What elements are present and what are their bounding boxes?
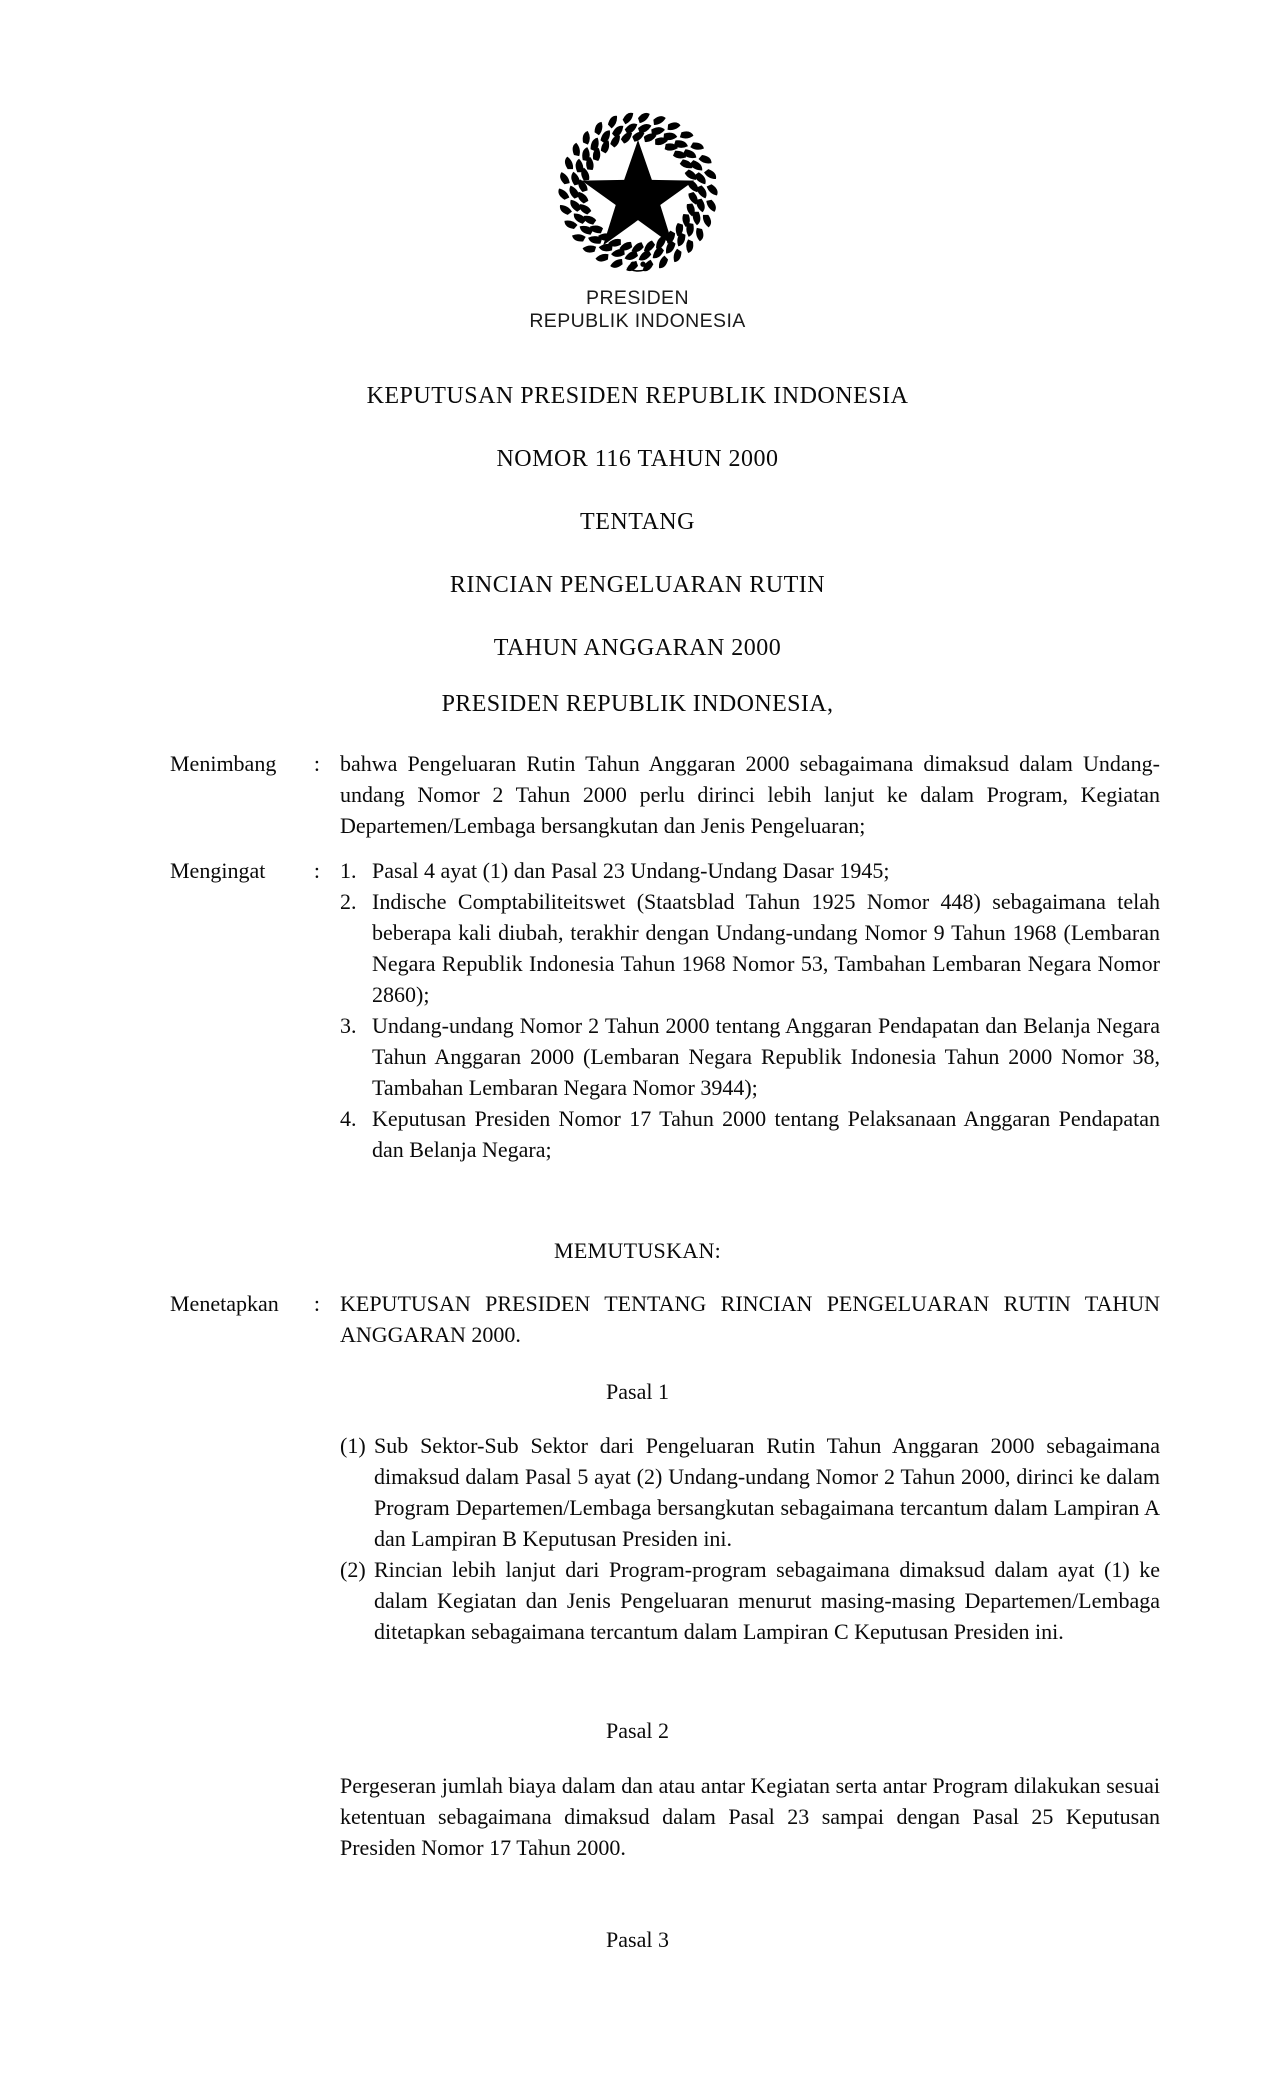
title-nomor-tahun: NOMOR 116 TAHUN 2000 <box>496 446 779 472</box>
list-item: Pasal 4 ayat (1) dan Pasal 23 Undang-Undang Dasar 1945; <box>372 858 890 883</box>
clause-mengingat <box>170 855 1160 1165</box>
mengingat-list <box>340 855 1160 1165</box>
letterhead-caption <box>0 287 1275 333</box>
pasal-2-heading: Pasal 2 <box>606 1718 669 1743</box>
list-item: Undang-undang Nomor 2 Tahun 2000 tentang Anggaran Pendapatan dan Belanja Negara Tahun Anggaran 2000 (Lembaran Negara Republik Indonesia Tahun 2000 Nomor 38, Tambahan Lembaran Negara Nomor 3944); <box>372 1013 1160 1100</box>
pasal-3-heading: Pasal 3 <box>606 1927 669 1952</box>
title-subject: RINCIAN PENGELUARAN RUTIN <box>449 572 826 598</box>
clause-label-mengingat <box>170 855 320 1165</box>
list-item: Keputusan Presiden Nomor 17 Tahun 2000 tentang Pelaksanaan Anggaran Pendapatan dan Belanja Negara; <box>372 1106 1160 1162</box>
pasal-1-ayat-2-text: Rincian lebih lanjut dari Program-program sebagaimana dimaksud dalam ayat (1) ke dalam Kegiatan dan Jenis Pengeluaran menurut masing-masing Departemen/Lembaga ditetapkan sebagaimana tercantum dalam Lampiran C Keputusan Presiden ini. <box>374 1557 1160 1644</box>
letterhead <box>0 108 1275 333</box>
menetapkan-label-text: Menetapkan <box>170 1291 279 1316</box>
presidential-seal-icon <box>554 108 722 276</box>
menetapkan-text: KEPUTUSAN PRESIDEN TENTANG RINCIAN PENGELUARAN RUTIN TAHUN ANGGARAN 2000. <box>340 1291 1160 1347</box>
title-keputusan-presiden: KEPUTUSAN PRESIDEN REPUBLIK INDONESIA <box>366 383 909 409</box>
menimbang-colon: : <box>313 751 320 776</box>
clause-label-menetapkan <box>170 1288 320 1350</box>
clause-body-menimbang <box>320 748 1160 841</box>
letterhead-line-republik-indonesia: REPUBLIK INDONESIA <box>529 310 746 332</box>
menetapkan-colon: : <box>313 1291 320 1316</box>
memutuskan-heading: MEMUTUSKAN: <box>553 1238 722 1263</box>
pasal-1-heading: Pasal 1 <box>606 1379 669 1404</box>
pasal-2-body <box>340 1770 1160 1863</box>
enacting-authority: PRESIDEN REPUBLIK INDONESIA, <box>441 691 834 717</box>
pasal-2-text: Pergeseran jumlah biaya dalam dan atau antar Kegiatan serta antar Program dilakukan sesuai ketentuan sebagaimana dimaksud dalam Pasal 23 sampai dengan Pasal 25 Keputusan Presiden Nomor 17 Tahun 2000. <box>340 1773 1160 1860</box>
pasal-1-body <box>340 1430 1160 1647</box>
document-title-block <box>110 382 1165 662</box>
title-tahun-anggaran: TAHUN ANGGARAN 2000 <box>493 635 782 661</box>
letterhead-line-presiden: PRESIDEN <box>586 287 689 309</box>
mengingat-colon: : <box>313 858 320 883</box>
list-item <box>340 1430 1160 1554</box>
menimbang-text: bahwa Pengeluaran Rutin Tahun Anggaran 2000 sebagaimana dimaksud dalam Undang-undang Nomor 2 Tahun 2000 perlu dirinci lebih lanjut ke dalam Program, Kegiatan Departemen/Lembaga bersangkutan dan Jenis Pengeluaran; <box>340 751 1160 838</box>
clause-menimbang <box>170 748 1160 841</box>
clause-body-menetapkan <box>320 1288 1160 1350</box>
clause-body-mengingat <box>320 855 1160 1165</box>
list-item <box>340 1554 1160 1647</box>
pasal-1-ayat-list <box>340 1430 1160 1647</box>
mengingat-label-text: Mengingat <box>170 858 266 883</box>
clause-label-menimbang <box>170 748 320 841</box>
menimbang-label-text: Menimbang <box>170 751 277 776</box>
clause-menetapkan <box>170 1288 1160 1350</box>
list-item: Indische Comptabiliteitswet (Staatsblad Tahun 1925 Nomor 448) sebagaimana telah beberapa kali diubah, terakhir dengan Undang-undang Nomor 9 Tahun 1968 (Lembaran Negara Republik Indonesia Tahun 1968 Nomor 53, Tambahan Lembaran Negara Nomor 2860); <box>372 889 1160 1007</box>
title-tentang: TENTANG <box>580 509 695 535</box>
pasal-1-ayat-1-text: Sub Sektor-Sub Sektor dari Pengeluaran Rutin Tahun Anggaran 2000 sebagaimana dimaksud dalam Pasal 5 ayat (2) Undang-undang Nomor 2 Tahun 2000, dirinci ke dalam Program Departemen/Lembaga bersangkutan sebagaimana tercantum dalam Lampiran A dan Lampiran B Keputusan Presiden ini. <box>374 1433 1160 1551</box>
